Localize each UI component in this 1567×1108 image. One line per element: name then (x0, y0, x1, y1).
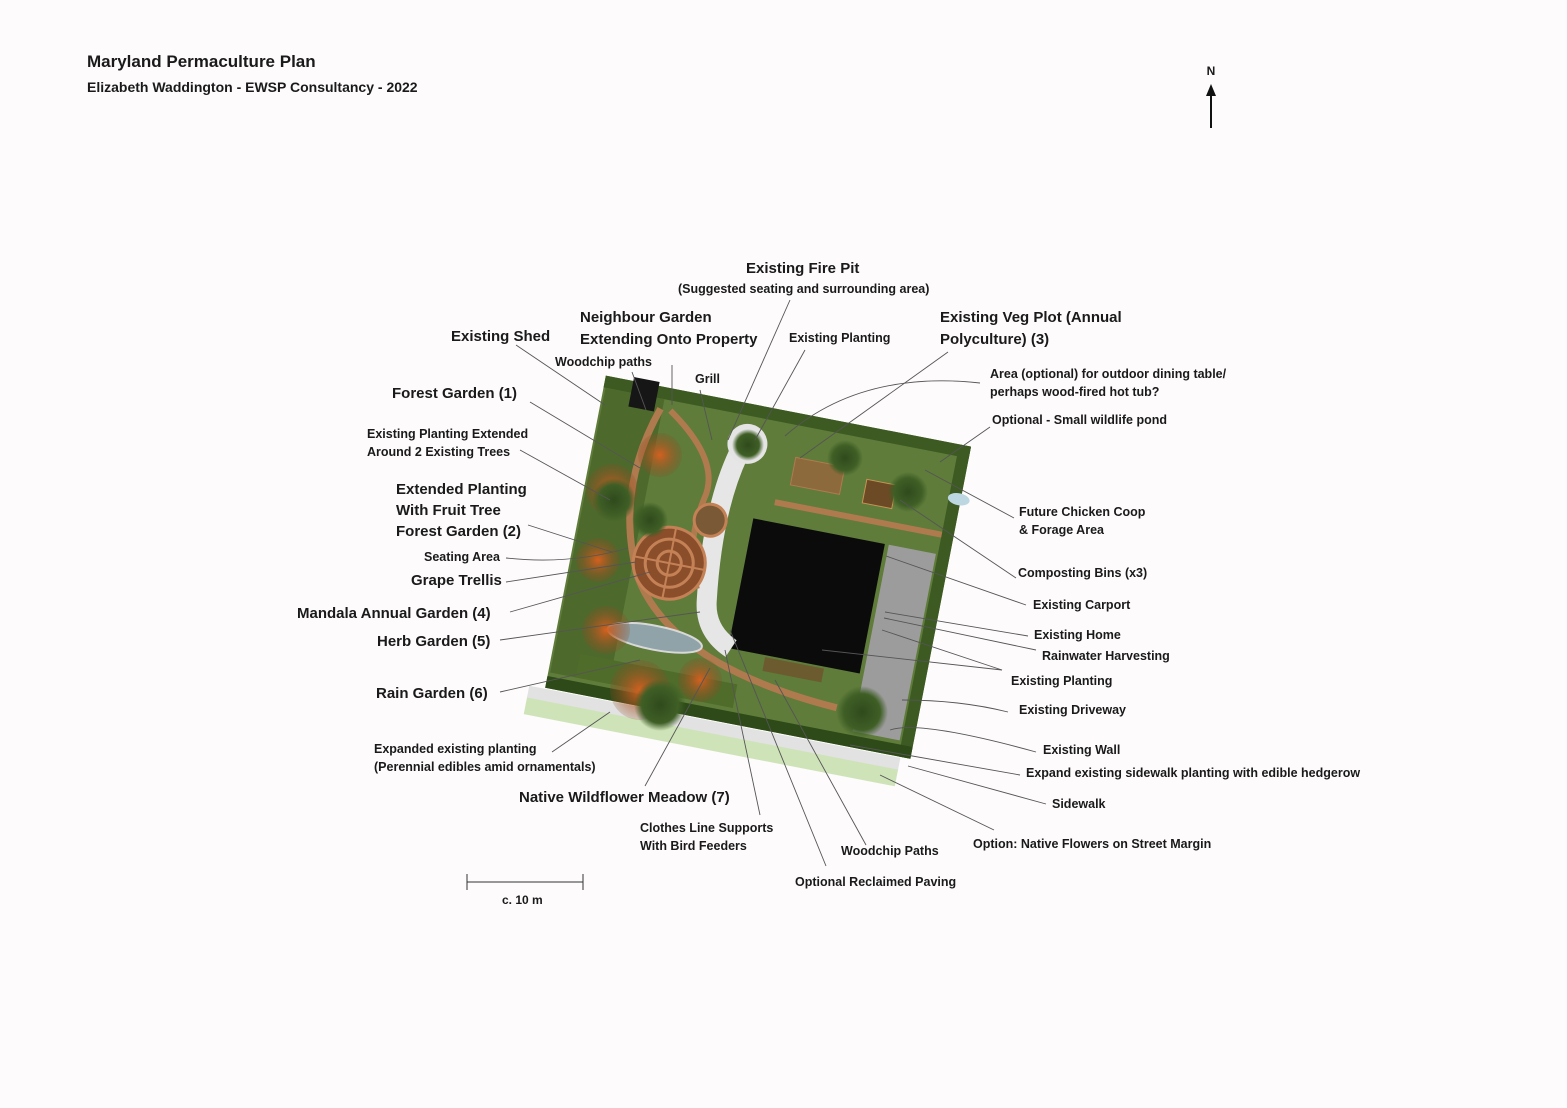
label-forest-garden-1: Forest Garden (1) (392, 385, 518, 402)
plan-subtitle: Elizabeth Waddington - EWSP Consultancy - 2022 (87, 79, 418, 95)
label-existing-driveway: Existing Driveway (1019, 703, 1126, 717)
label-native-flowers: Option: Native Flowers on Street Margin (973, 837, 1212, 851)
label-fire-pit-note: (Suggested seating and surrounding area) (678, 282, 930, 296)
label-rain-garden: Rain Garden (6) (376, 685, 488, 702)
label-wildflower-meadow: Native Wildflower Meadow (7) (519, 789, 730, 806)
label-sidewalk-hedgerow: Expand existing sidewalk planting with edible hedgerow (1026, 766, 1361, 780)
label-woodchip-paths-bottom: Woodchip Paths (841, 844, 939, 858)
label-planting-extended: Existing Planting Extended (367, 427, 529, 441)
scale-label: c. 10 m (502, 893, 543, 907)
label-rainwater: Rainwater Harvesting (1042, 649, 1170, 663)
label-existing-shed: Existing Shed (451, 328, 551, 345)
label-existing-veg-plot: Existing Veg Plot (Annual (940, 309, 1122, 326)
label-grape-trellis: Grape Trellis (411, 572, 502, 589)
label-existing-planting-top: Existing Planting (789, 331, 891, 345)
label-neighbour-garden-2: Extending Onto Property (580, 331, 758, 348)
label-clothes-line-2: With Bird Feeders (640, 839, 747, 853)
plan-title: Maryland Permaculture Plan (87, 52, 316, 71)
label-sidewalk: Sidewalk (1052, 797, 1106, 811)
scale-bar (466, 874, 584, 890)
label-seating-area: Seating Area (424, 550, 500, 564)
label-optional-paving: Optional Reclaimed Paving (795, 875, 957, 889)
label-wildlife-pond: Optional - Small wildlife pond (992, 413, 1167, 427)
label-existing-planting-right: Existing Planting (1011, 674, 1113, 688)
label-existing-veg-plot-2: Polyculture) (3) (940, 331, 1050, 348)
label-expanded-planting-2: (Perennial edibles amid ornamentals) (374, 760, 596, 774)
label-clothes-line: Clothes Line Supports (640, 821, 774, 835)
label-existing-fire-pit: Existing Fire Pit (746, 260, 860, 277)
label-planting-extended-2: Around 2 Existing Trees (367, 445, 511, 459)
label-mandala-garden: Mandala Annual Garden (4) (297, 605, 491, 622)
label-chicken-coop: Future Chicken Coop (1019, 505, 1146, 519)
label-dining-area: Area (optional) for outdoor dining table/ (990, 367, 1227, 381)
label-neighbour-garden: Neighbour Garden (580, 309, 712, 326)
north-label: N (1206, 64, 1216, 78)
label-dining-area-2: perhaps wood-fired hot tub? (990, 385, 1160, 399)
label-existing-home: Existing Home (1034, 628, 1121, 642)
label-woodchip-paths-top: Woodchip paths (555, 355, 652, 369)
label-extended-planting: Extended Planting (396, 481, 527, 498)
label-existing-carport: Existing Carport (1033, 598, 1131, 612)
label-chicken-coop-2: & Forage Area (1019, 523, 1104, 537)
label-existing-wall: Existing Wall (1043, 743, 1121, 757)
label-grill: Grill (695, 372, 721, 386)
label-extended-planting-2: With Fruit Tree (396, 502, 501, 519)
existing-home (728, 518, 885, 673)
label-herb-garden: Herb Garden (5) (377, 633, 491, 650)
label-extended-planting-3: Forest Garden (2) (396, 523, 522, 540)
label-expanded-planting: Expanded existing planting (374, 742, 537, 756)
label-composting-bins: Composting Bins (x3) (1018, 566, 1148, 580)
